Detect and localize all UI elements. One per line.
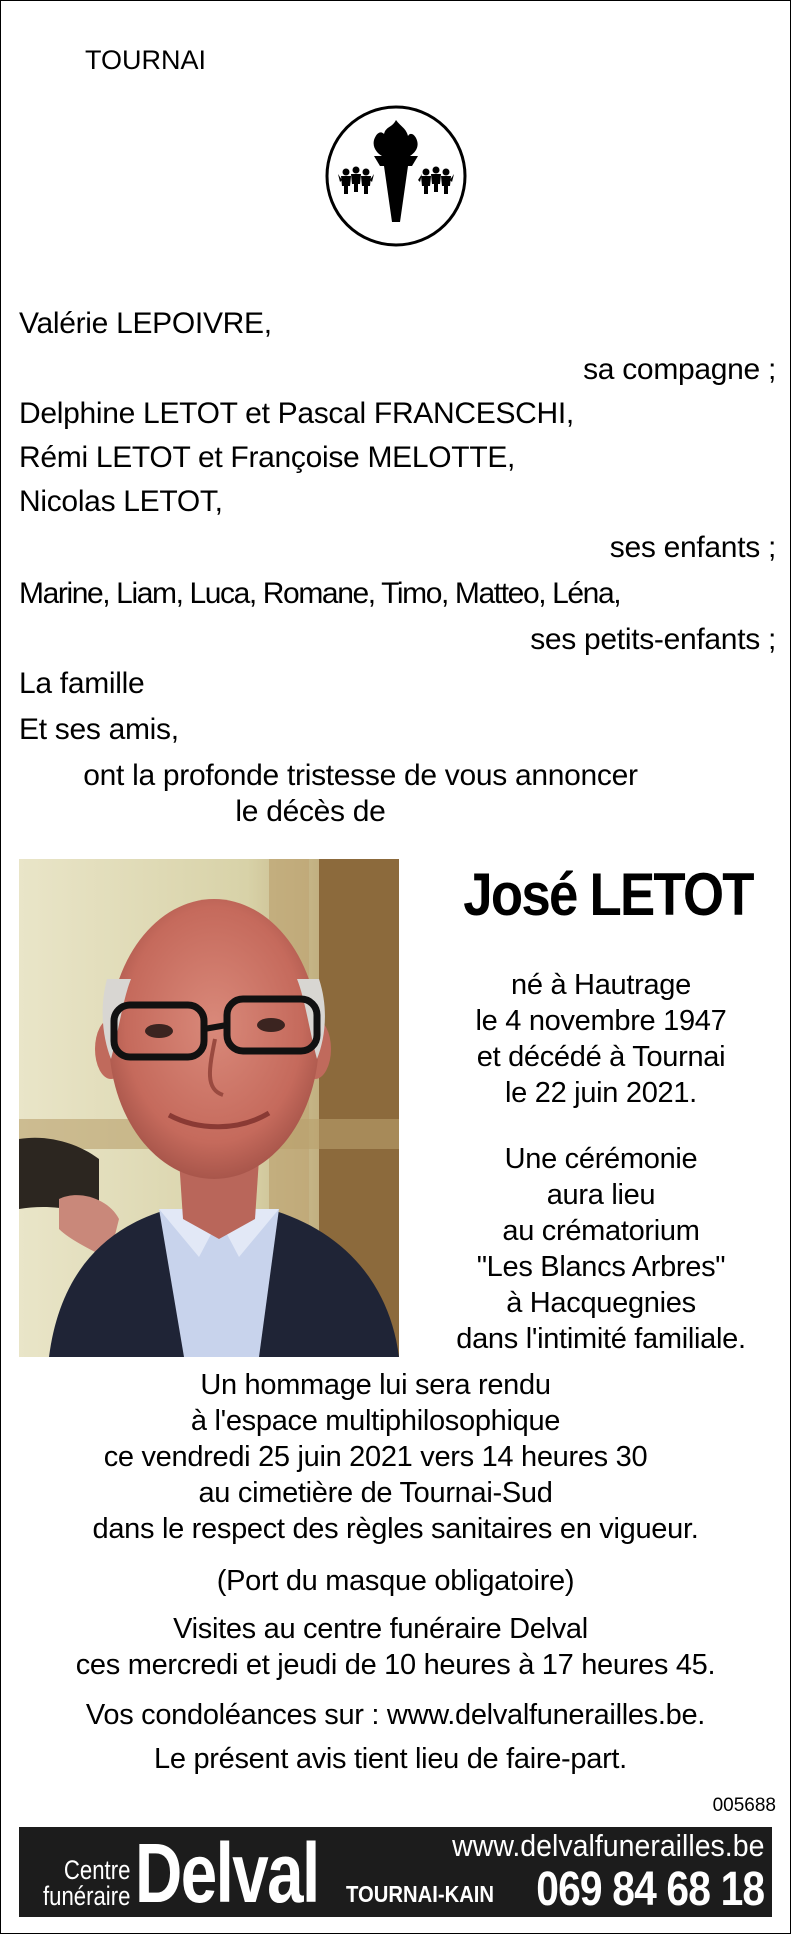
footer-centre-line: funéraire — [43, 1881, 131, 1911]
death-line: et décédé à Tournai — [476, 1041, 726, 1073]
ceremony-line: Une cérémonie — [504, 1143, 698, 1175]
grandchildren-role: ses petits-enfants ; — [530, 623, 776, 656]
friends-line: Et ses amis, — [19, 713, 179, 746]
tribute-line: ce vendredi 25 juin 2021 vers 14 heures 30 — [103, 1441, 648, 1473]
announce-line: le décès de — [235, 795, 386, 828]
torch-emblem-icon — [324, 104, 468, 248]
tribute-line: à l'espace multiphilosophique — [190, 1405, 561, 1437]
partner-name: Valérie LEPOIVRE, — [19, 307, 272, 340]
visits-line: Visites au centre funéraire Delval — [173, 1613, 588, 1645]
family-line: La famille — [19, 667, 145, 700]
ceremony-line: aura lieu — [546, 1179, 656, 1211]
visits-info — [1, 1611, 790, 1683]
footer-location: TOURNAI-KAIN — [346, 1881, 495, 1907]
death-date: le 22 juin 2021. — [505, 1077, 697, 1109]
footer-centre-label — [43, 1857, 130, 1909]
deceased-photo — [19, 859, 399, 1357]
condolences-line: Vos condoléances sur : www.delvalfunerailles.be. — [85, 1699, 706, 1731]
partner-role: sa compagne ; — [583, 353, 776, 386]
ceremony-info — [419, 1141, 783, 1357]
child-line: Rémi LETOT et Françoise MELOTTE, — [19, 441, 516, 474]
ceremony-line: au crématorium — [502, 1215, 700, 1247]
tribute-line: dans le respect des règles sanitaires en vigueur. — [92, 1513, 699, 1545]
child-line: Nicolas LETOT, — [19, 485, 223, 518]
footer-centre-line: Centre — [63, 1855, 131, 1885]
reference-number: 005688 — [712, 1795, 776, 1816]
footer-phone: 069 84 68 18 — [535, 1863, 764, 1916]
visits-line: ces mercredi et jeudi de 10 heures à 17 heures 45. — [75, 1649, 716, 1681]
footer-brand: Delval — [135, 1826, 319, 1920]
notice-line: Le présent avis tient lieu de faire-part. — [154, 1743, 627, 1775]
tribute-info — [1, 1367, 790, 1547]
birth-date: le 4 novembre 1947 — [475, 1005, 727, 1037]
ceremony-line: à Hacquegnies — [506, 1287, 696, 1319]
mask-notice: (Port du masque obligatoire) — [216, 1565, 575, 1597]
grandchildren-names: Marine, Liam, Luca, Romane, Timo, Matteo, Léna, — [19, 577, 621, 610]
birth-line: né à Hautrage — [511, 969, 691, 1001]
deceased-name: José LETOT — [463, 861, 753, 928]
announce-line: ont la profonde tristesse de vous annoncer — [83, 759, 638, 792]
child-line: Delphine LETOT et Pascal FRANCESCHI, — [19, 397, 574, 430]
footer-website: www.delvalfunerailles.be — [451, 1828, 764, 1863]
tribute-line: au cimetière de Tournai-Sud — [198, 1477, 553, 1509]
children-role: ses enfants ; — [609, 531, 776, 564]
ceremony-line: "Les Blancs Arbres" — [476, 1251, 726, 1283]
ceremony-line: dans l'intimité familiale. — [456, 1323, 746, 1355]
tribute-line: Un hommage lui sera rendu — [200, 1369, 551, 1401]
header-city: TOURNAI — [85, 45, 207, 75]
funeral-home-footer — [19, 1826, 772, 1920]
birth-death-info — [419, 967, 783, 1111]
